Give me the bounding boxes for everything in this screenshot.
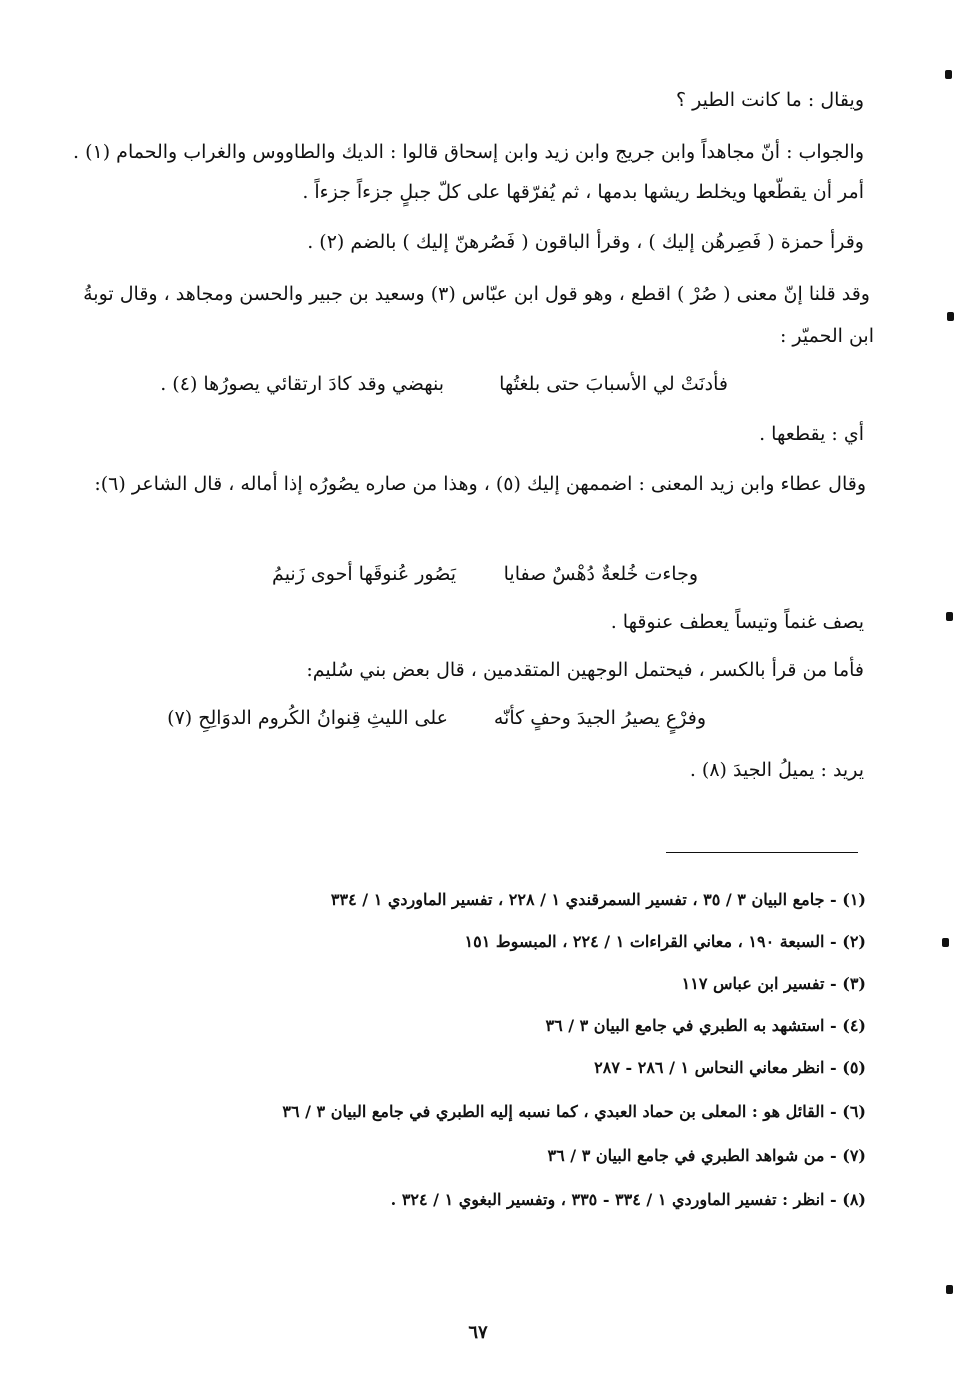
footnote: (١) - جامع البيان ٣ / ٣٥ ، تفسير السمرقندي ١ / ٢٢٨ ، تفسير الماوردي ١ / ٣٣٤	[330, 890, 866, 909]
verse-hemistich: وفرْعٍ يصيرُ الجيدَ وحفٍ كأنّه	[493, 707, 706, 729]
footnote: (٦) - القائل هو : المعلى بن حماد العبدي ، كما نسبه إليه الطبري في جامع البيان ٣ / ٣٦	[282, 1102, 866, 1121]
body-line: يصف غنماً وتيساً يعطف عنوقها .	[610, 611, 864, 633]
footnote: (٨) - انظر : تفسير الماوردي ١ / ٣٣٤ - ٣٣٥ ، وتفسير البغوي ١ / ٣٢٤ .	[390, 1190, 866, 1209]
verse-hemistich: بنهضي وقد كادَ ارتقائي يصورُها (٤) .	[160, 373, 444, 395]
verse-hemistich: فأدنَتْ لي الأسبابَ حتى بلغتُها	[499, 373, 728, 395]
margin-mark	[947, 312, 954, 321]
margin-mark	[945, 70, 952, 79]
body-line: فأما من قرأ بالكسر ، فيحتمل الوجهين المتقدمين ، قال بعض بني سُليم:	[306, 659, 864, 681]
footnote: (٥) - انظر معاني النحاس ١ / ٢٨٦ - ٢٨٧	[594, 1058, 866, 1077]
footnote: (٢) - السبعة ١٩٠ ، معاني القراءات ١ / ٢٢٤ ، المبسوط ١٥١	[464, 932, 866, 951]
verse-hemistich: وجاءت خُلعةٌ دُهْسٌ صفايا	[503, 563, 698, 585]
margin-mark	[946, 612, 953, 621]
margin-mark	[942, 938, 949, 947]
page-number: ٦٧	[468, 1322, 488, 1343]
body-line: وقرأ حمزة ( فَصِرهُن إليك ) ، وقرأ الباقون ( فَصُرهنّ إليك ) بالضم (٢) .	[307, 231, 864, 253]
body-line: أمر أن يقطّعها ويخلط ريشها بدمها ، ثم يُفرّقها على كلّ جبلٍ جزءاً جزءاً .	[302, 181, 864, 203]
margin-mark	[946, 1285, 953, 1294]
body-line: يريد : يميلُ الجيدَ (٨) .	[689, 759, 864, 781]
footnote: (٤) - استشهد به الطبري في جامع البيان ٣ / ٣٦	[545, 1016, 866, 1035]
body-line: ويقال : ما كانت الطير ؟	[676, 89, 864, 111]
footnote: (٧) - من شواهد الطبري في جامع البيان ٣ / ٣٦	[547, 1146, 866, 1165]
footnote: (٣) - تفسير ابن عباس ١١٧	[681, 974, 866, 993]
verse-hemistich: يَصُور عُنوقَها أحوى زَنيمُ	[272, 563, 456, 585]
footnote-divider	[666, 852, 858, 853]
verse-hemistich: على الليثِ قِنوانُ الكُروم الدوَالِحِ (٧)	[167, 707, 448, 729]
body-line: ابن الحميّر :	[779, 325, 874, 347]
body-line: والجواب : أنّ مجاهداً وابن جريج وابن زيد وابن إسحاق قالوا : الديك والطاووس والغراب والحمام (١) .	[73, 141, 864, 163]
body-line: وقد قلنا إنّ معنى ( صُرْ ) اقطع ، وهو قول ابن عبّاس (٣) وسعيد بن جبير والحسن ومجاهد ، وقال توبةُ	[83, 283, 870, 305]
body-line: أي : يقطعها .	[759, 423, 864, 445]
body-line: وقال عطاء وابن زيد المعنى : اضممهن إليك (٥) ، وهذا من صاره يصُورُه إذا أماله ، قال الشاعر (٦):	[94, 473, 866, 495]
